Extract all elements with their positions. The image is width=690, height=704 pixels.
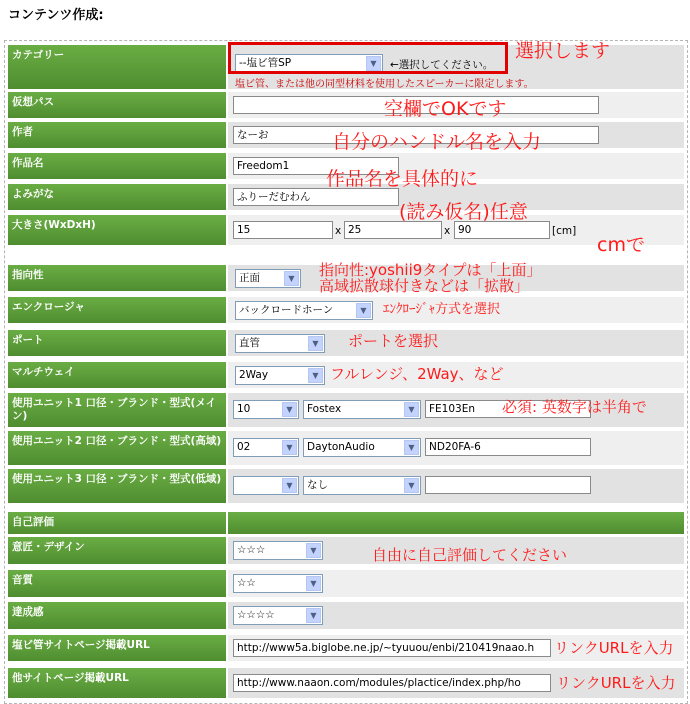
annotation-reading: (読み仮名)任意	[399, 201, 528, 223]
enclosure-select-value: バックロードホーン	[239, 304, 334, 316]
label-self-eval: 自己評価	[8, 512, 226, 534]
annotation-enclosure: ｴﾝｸﾛｰｼﾞｬ方式を選択	[383, 302, 501, 317]
label-enbi-url: 塩ビ管サイトページ掲載URL	[8, 635, 226, 661]
label-size: 大きさ(WxDxH)	[8, 215, 226, 245]
annotation-work-name: 作品名を具体的に	[326, 168, 479, 190]
chevron-down-icon: ▼	[308, 336, 323, 351]
label-other-url: 他サイトページ掲載URL	[8, 668, 226, 698]
directivity-select[interactable]	[235, 269, 301, 288]
label-category: カテゴリー	[8, 45, 226, 89]
directivity-select-value: 正面	[239, 272, 260, 284]
chevron-down-icon: ▼	[282, 478, 297, 493]
label-virtual-path: 仮想パス	[8, 92, 226, 118]
multiway-select-value: 2Way	[239, 369, 269, 381]
cell-unit2	[228, 431, 684, 465]
unit2-size-select[interactable]	[233, 438, 299, 457]
cell-achievement	[228, 602, 684, 629]
cell-unit3	[228, 469, 684, 503]
design-select[interactable]	[233, 541, 323, 560]
label-port: ポート	[8, 330, 226, 356]
chevron-down-icon: ▼	[284, 271, 299, 286]
chevron-down-icon: ▼	[282, 440, 297, 455]
size-d-input[interactable]: 25	[344, 221, 442, 239]
chevron-down-icon: ▼	[404, 440, 419, 455]
annotation-required: 必須: 英数字は半角で	[502, 398, 647, 416]
chevron-down-icon: ▼	[306, 543, 321, 558]
annotation-handle: 自分のハンドル名を入力	[332, 131, 542, 153]
unit2-brand-select[interactable]	[303, 438, 421, 457]
chevron-down-icon: ▼	[282, 402, 297, 417]
label-directivity: 指向性	[8, 265, 226, 291]
category-hint: ←選択してください。	[390, 59, 494, 71]
unit3-brand-select[interactable]	[303, 476, 421, 495]
chevron-down-icon: ▼	[306, 608, 321, 623]
label-unit3: 使用ユニット3 口径・ブランド・型式(低域)	[8, 469, 226, 503]
design-select-value: ☆☆☆	[237, 544, 266, 556]
enclosure-select[interactable]	[235, 301, 373, 320]
unit3-brand-value: なし	[307, 479, 328, 491]
label-sound: 音質	[8, 570, 226, 597]
annotation-blank-ok: 空欄でOKです	[384, 98, 507, 120]
port-select-value: 直管	[239, 337, 260, 349]
label-multiway: マルチウェイ	[8, 362, 226, 388]
unit1-brand-value: Fostex	[307, 403, 342, 415]
size-h-input[interactable]: 90	[454, 221, 550, 239]
author-input[interactable]: なーお	[233, 126, 599, 144]
label-author: 作者	[8, 122, 226, 148]
reading-input[interactable]: ふりーだむわん	[233, 188, 399, 206]
annotation-select: 選択します	[515, 40, 611, 62]
label-achievement: 達成感	[8, 602, 226, 629]
size-unit: [cm]	[552, 225, 577, 237]
category-desc: 塩ビ管、または他の同型材料を使用したスピーカーに限定します。	[235, 79, 534, 90]
enbi-url-input[interactable]: http://www5a.biglobe.ne.jp/~tyuuou/enbi/210419naao.h	[233, 639, 551, 657]
size-x1: x	[335, 225, 342, 237]
annotation-cm: cmで	[597, 234, 645, 256]
unit1-model-input[interactable]: FE103En	[425, 400, 591, 418]
annotation-link1: リンクURLを入力	[554, 639, 674, 657]
cell-port	[228, 330, 684, 356]
other-url-input[interactable]: http://www.naaon.com/modules/plactice/index.php/ho	[233, 674, 551, 692]
category-select-value: --塩ビ管SP	[239, 57, 292, 69]
unit2-size-value: 02	[237, 441, 251, 453]
achievement-select-value: ☆☆☆☆	[237, 609, 275, 621]
port-select[interactable]	[235, 334, 325, 353]
unit1-brand-select[interactable]	[303, 400, 421, 419]
label-enclosure: エンクロージャ	[8, 297, 226, 323]
annotation-port: ポートを選択	[348, 332, 439, 350]
label-reading: よみがな	[8, 184, 226, 210]
unit1-size-select[interactable]	[233, 400, 299, 419]
sound-select[interactable]	[233, 574, 323, 593]
unit1-size-value: 10	[237, 403, 251, 415]
unit2-brand-value: DaytonAudio	[307, 441, 375, 453]
chevron-down-icon: ▼	[308, 368, 323, 383]
annotation-link2: リンクURLを入力	[556, 674, 676, 692]
multiway-select[interactable]	[235, 366, 325, 385]
page-title: コンテンツ作成:	[8, 8, 104, 23]
chevron-down-icon: ▼	[404, 478, 419, 493]
label-work-name: 作品名	[8, 153, 226, 179]
cell-self-eval	[228, 512, 684, 534]
size-w-input[interactable]: 15	[233, 221, 333, 239]
chevron-down-icon: ▼	[404, 402, 419, 417]
unit3-model-input[interactable]	[425, 476, 591, 494]
unit3-size-select[interactable]	[233, 476, 299, 495]
sound-select-value: ☆☆	[237, 577, 256, 589]
label-unit1: 使用ユニット1 口径・ブランド・型式(メイン)	[8, 393, 226, 427]
work-name-input[interactable]: Freedom1	[233, 157, 399, 175]
label-design: 意匠・デザイン	[8, 537, 226, 564]
achievement-select[interactable]	[233, 606, 323, 625]
chevron-down-icon: ▼	[366, 56, 381, 71]
unit2-model-input[interactable]: ND20FA-6	[425, 438, 591, 456]
size-x2: x	[444, 225, 451, 237]
chevron-down-icon: ▼	[306, 576, 321, 591]
annotation-directivity1: 指向性:yoshii9タイプは「上面」	[319, 261, 542, 279]
annotation-self-eval: 自由に自己評価してください	[372, 546, 568, 564]
chevron-down-icon: ▼	[356, 303, 371, 318]
annotation-multiway: フルレンジ、2Way、など	[330, 365, 504, 383]
annotation-directivity2: 高域拡散球付きなどは「拡散」	[319, 277, 530, 295]
category-highlight-box	[228, 42, 508, 74]
cell-sound	[228, 570, 684, 597]
label-unit2: 使用ユニット2 口径・ブランド・型式(高域)	[8, 431, 226, 465]
